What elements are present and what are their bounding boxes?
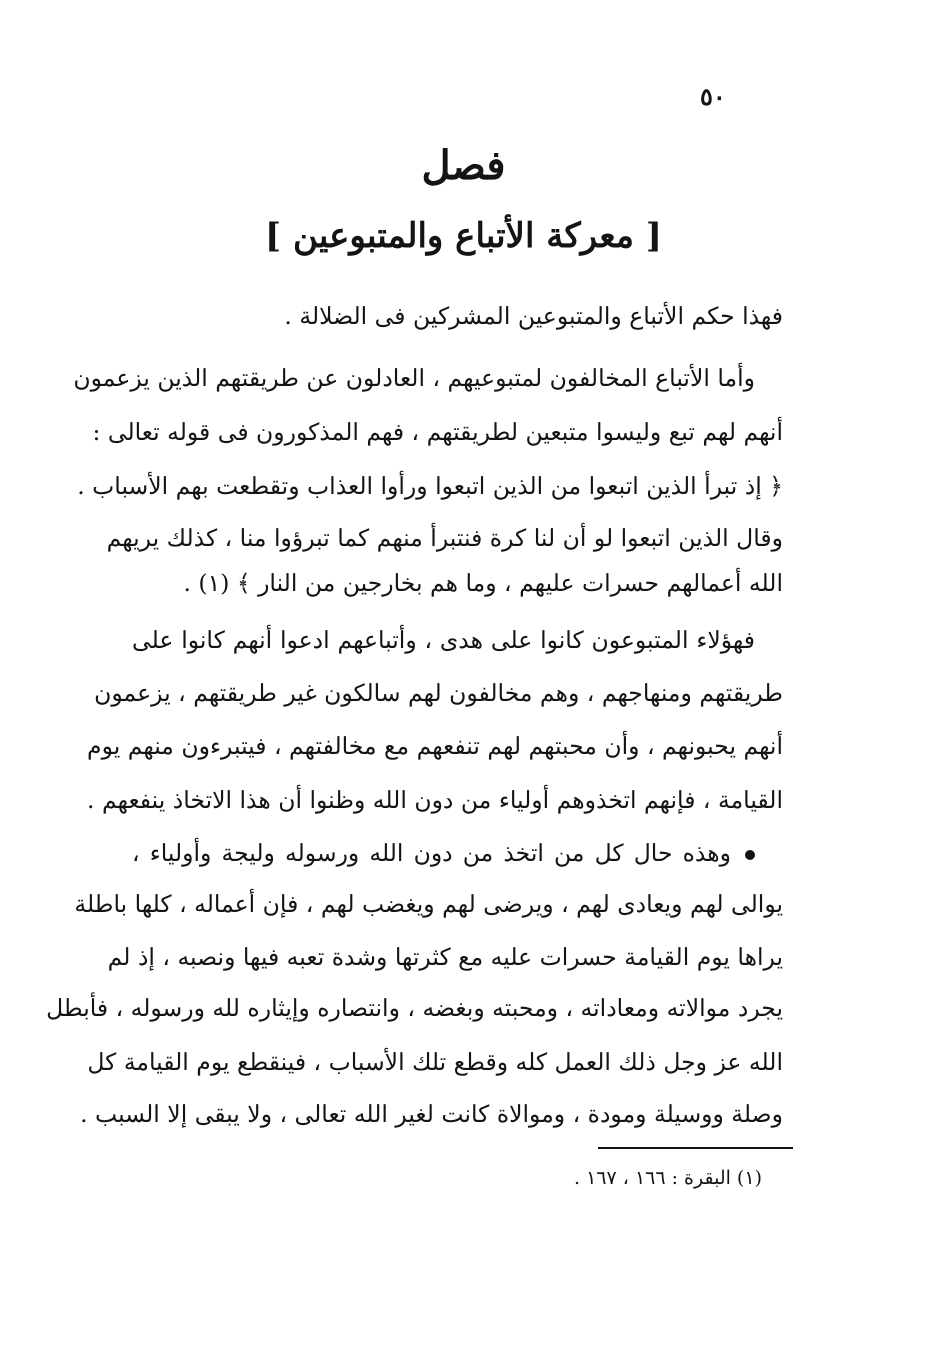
bullet-icon: [745, 850, 755, 860]
paragraph-4-line-1-text: وهذه حال كل من اتخذ من دون الله ورسوله وليجة وأولياء ،: [132, 839, 731, 867]
paragraph-3-line-4: القيامة ، فإنهم اتخذوهم أولياء من دون الله وظنوا أن هذا الاتخاذ ينفعهم .: [87, 786, 783, 814]
footnote: (١) البقرة : ١٦٦ ، ١٦٧ .: [574, 1167, 762, 1189]
chapter-subtitle: [ معركة الأتباع والمتبوعين ]: [265, 216, 662, 256]
paragraph-4-line-6: وصلة ووسيلة ومودة ، وموالاة كانت لغير الله تعالى ، ولا يبقى إلا السبب .: [80, 1100, 783, 1128]
paragraph-2-line-5: الله أعمالهم حسرات عليهم ، وما هم بخارجين من النار ﴾ (١) .: [183, 569, 783, 597]
paragraph-4-line-2: يوالى لهم ويعادى لهم ، ويرضى لهم ويغضب لهم ، فإن أعماله ، كلها باطلة: [74, 890, 783, 918]
paragraph-4-line-3: يراها يوم القيامة حسرات عليه مع كثرتها وشدة تعبه فيها ونصبه ، إذ لم: [107, 943, 783, 971]
paragraph-1-line-1: فهذا حكم الأتباع والمتبوعين المشركين فى الضلالة .: [284, 302, 783, 330]
footnote-divider: [598, 1147, 793, 1149]
paragraph-3-line-2: طريقتهم ومنهاجهم ، وهم مخالفون لهم سالكون غير طريقتهم ، يزعمون: [94, 679, 783, 707]
paragraph-4-line-1: [132, 833, 783, 873]
paragraph-3-line-3: أنهم يحبونهم ، وأن محبتهم لهم تنفعهم مع مخالفتهم ، فيتبرءون منهم يوم: [87, 732, 783, 760]
paragraph-4-line-4: يجرد موالاته ومعاداته ، ومحبته وبغضه ، وانتصاره وإيثاره لله ورسوله ، فأبطل: [46, 994, 783, 1022]
paragraph-2-line-3: ﴿ إذ تبرأ الذين اتبعوا من الذين اتبعوا ورأوا العذاب وتقطعت بهم الأسباب .: [77, 472, 783, 500]
paragraph-2-line-4: وقال الذين اتبعوا لو أن لنا كرة فنتبرأ منهم كما تبرؤوا منا ، كذلك يريهم: [106, 524, 783, 552]
paragraph-2-line-1: وأما الأتباع المخالفون لمتبوعيهم ، العادلون عن طريقتهم الذين يزعمون: [73, 364, 755, 392]
chapter-heading: فصل: [421, 142, 506, 189]
paragraph-4-line-5: الله عز وجل ذلك العمل كله وقطع تلك الأسباب ، فينقطع يوم القيامة كل: [87, 1048, 783, 1076]
page-number: ٥٠: [700, 82, 726, 111]
paragraph-2-line-2: أنهم لهم تبع وليسوا متبعين لطريقتهم ، فهم المذكورون فى قوله تعالى :: [92, 418, 783, 446]
paragraph-3-line-1: فهؤلاء المتبوعون كانوا على هدى ، وأتباعهم ادعوا أنهم كانوا على: [132, 626, 755, 654]
